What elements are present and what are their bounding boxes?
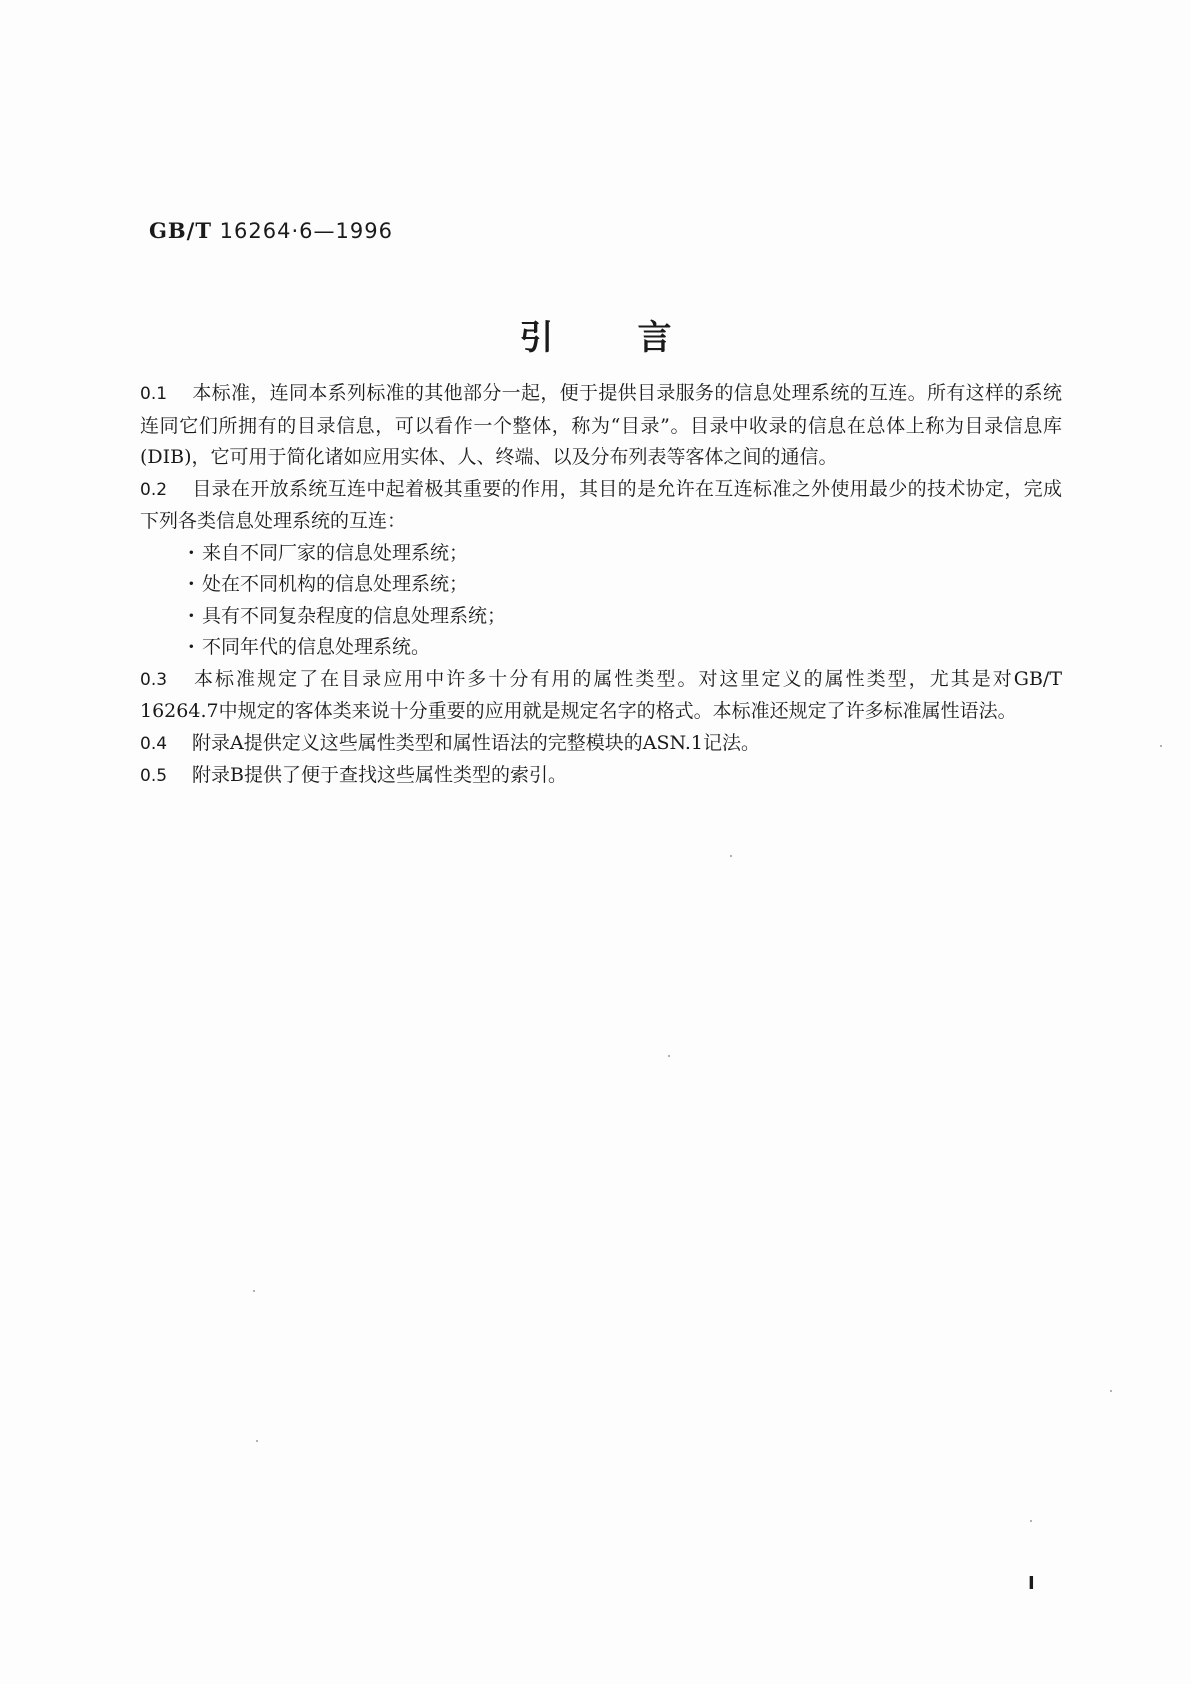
paragraph-0-5 bbox=[140, 760, 1062, 793]
paragraph-number: 0.2 bbox=[140, 479, 168, 500]
page-number: Ⅰ bbox=[1028, 1573, 1035, 1594]
list-item: · 具有不同复杂程度的信息处理系统； bbox=[188, 601, 1062, 633]
list-item: · 来自不同厂家的信息处理系统； bbox=[188, 538, 1062, 570]
bullet-dot: · bbox=[188, 541, 195, 564]
paragraph-text: 附录B提供了便于查找这些属性类型的索引。 bbox=[192, 764, 567, 786]
scan-speck bbox=[253, 1290, 255, 1292]
scan-speck bbox=[1160, 745, 1162, 747]
paragraph-text: 附录A提供定义这些属性类型和属性语法的完整模块的ASN.1记法。 bbox=[192, 731, 760, 754]
paragraph-number: 0.1 bbox=[140, 384, 168, 404]
paragraph-0-1 bbox=[140, 378, 1062, 474]
list-item: · 处在不同机构的信息处理系统； bbox=[188, 569, 1062, 601]
paragraph-0-4 bbox=[140, 728, 1062, 761]
standard-code: 16264·6—1996 bbox=[219, 219, 393, 243]
scan-speck bbox=[1030, 1520, 1032, 1522]
document-body bbox=[140, 378, 1062, 793]
bullet-dot: · bbox=[188, 604, 195, 627]
scan-speck bbox=[668, 1055, 670, 1057]
paragraph-text: 本标准规定了在目录应用中许多十分有用的属性类型。对这里定义的属性类型，尤其是对GB/T 16264.7中规定的客体类来说十分重要的应用就是规定名字的格式。本标准还规定了许多标准属性语法。 bbox=[140, 667, 1062, 722]
paragraph-text: 目录在开放系统互连中起着极其重要的作用，其目的是允许在互连标准之外使用最少的技术协定，完成下列各类信息处理系统的互连： bbox=[140, 477, 1062, 532]
page-title: 引言 bbox=[519, 318, 756, 358]
bullet-list bbox=[140, 538, 1062, 664]
bullet-dot: · bbox=[188, 636, 195, 658]
bullet-dot: · bbox=[188, 573, 195, 595]
paragraph-number: 0.3 bbox=[140, 669, 168, 690]
standard-prefix: GB/T bbox=[149, 218, 212, 243]
paragraph-number: 0.5 bbox=[140, 766, 168, 786]
paragraph-number: 0.4 bbox=[140, 733, 168, 754]
paragraph-0-2 bbox=[140, 474, 1062, 538]
scan-speck bbox=[1110, 1390, 1112, 1392]
list-item: · 不同年代的信息处理系统。 bbox=[188, 632, 1062, 664]
standard-number-header bbox=[149, 218, 393, 243]
paragraph-text: 本标准，连同本系列标准的其他部分一起，便于提供目录服务的信息处理系统的互连。所有这样的系统连同它们所拥有的目录信息，可以看作一个整体，称为“目录”。目录中收录的信息在总体上称为目录信息库(DIB)，它可用于简化诸如应用实体、人、终端、以及分布列表等客体之间的通信。 bbox=[140, 382, 1062, 468]
scan-speck bbox=[730, 855, 732, 857]
scan-speck bbox=[256, 1440, 258, 1442]
paragraph-0-3 bbox=[140, 664, 1062, 728]
